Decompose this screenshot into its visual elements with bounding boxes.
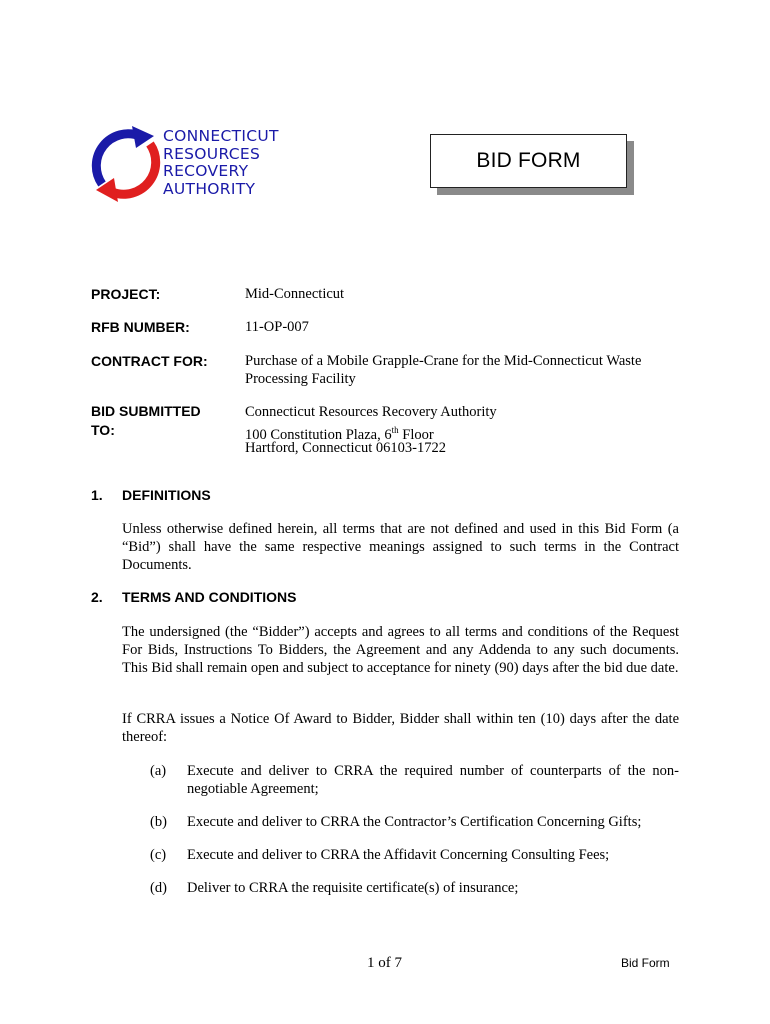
logo-line-4: AUTHORITY — [163, 179, 256, 198]
address-street: 100 Constitution Plaza, 6 — [245, 426, 392, 443]
address-floor-suffix: th — [391, 425, 399, 435]
title-box — [430, 134, 627, 188]
section-2-heading: TERMS AND CONDITIONS — [122, 589, 297, 605]
crra-logo — [88, 122, 328, 204]
item-d-text: Deliver to CRRA the requisite certificate(s) of insurance; — [187, 880, 519, 896]
project-value: Mid-Connecticut — [245, 286, 345, 302]
page-number: 1 of 7 — [367, 955, 402, 971]
item-c-letter: (c) — [150, 847, 167, 863]
bid-submitted-address-line-1: Connecticut Resources Recovery Authority — [245, 404, 497, 420]
item-b-text: Execute and deliver to CRRA the Contractor’s Certification Concerning Gifts; — [187, 814, 642, 830]
item-d-letter: (d) — [150, 880, 167, 896]
item-a-text: Execute and deliver to CRRA the required number of counterparts of the non-negotiable Agreement; — [187, 763, 679, 797]
logo-line-2: RESOURCES — [163, 144, 261, 163]
section-1-number: 1. — [91, 487, 103, 503]
section-1-paragraph: Unless otherwise defined herein, all terms that are not defined and used in this Bid Form (a “Bid”) shall have the same respective meanings assigned to such terms in the Contract Documents. — [122, 521, 679, 573]
section-2-paragraph-1: The undersigned (the “Bidder”) accepts and agrees to all terms and conditions of the Request For Bids, Instructions To Bidders, the Agreement and any Addenda to any such documents. This Bid shall remain open and subject to acceptance for ninety (90) days after the bid due date. — [122, 624, 679, 676]
rfb-number-label: RFB NUMBER: — [91, 319, 190, 335]
bid-submitted-label-line-1: BID SUBMITTED — [91, 403, 201, 419]
bid-submitted-label-line-2: TO: — [91, 422, 115, 438]
logo-line-3: RECOVERY — [163, 162, 249, 180]
item-c-text: Execute and deliver to CRRA the Affidavit Concerning Consulting Fees; — [187, 847, 610, 863]
logo-line-1: CONNECTICUT — [163, 127, 279, 145]
bid-submitted-address-line-3: Hartford, Connecticut 06103-1722 — [245, 440, 446, 456]
contract-for-value-line-2: Processing Facility — [245, 371, 356, 387]
item-b-letter: (b) — [150, 814, 167, 830]
section-1-heading: DEFINITIONS — [122, 487, 211, 503]
section-2-number: 2. — [91, 589, 103, 605]
contract-for-label: CONTRACT FOR: — [91, 353, 208, 369]
footer-label: Bid Form — [621, 956, 670, 970]
section-2-paragraph-2: If CRRA issues a Notice Of Award to Bidder, Bidder shall within ten (10) days after the date thereof: — [122, 711, 679, 745]
recycle-arrows-icon — [88, 122, 162, 204]
project-label: PROJECT: — [91, 286, 161, 302]
address-floor: Floor — [398, 426, 434, 443]
logo-wordmark — [163, 128, 279, 198]
contract-for-value-line-1: Purchase of a Mobile Grapple-Crane for the Mid-Connecticut Waste — [245, 353, 642, 369]
item-a-letter: (a) — [150, 763, 167, 779]
rfb-number-value: 11-OP-007 — [245, 319, 309, 335]
page-title: BID FORM — [476, 149, 581, 172]
